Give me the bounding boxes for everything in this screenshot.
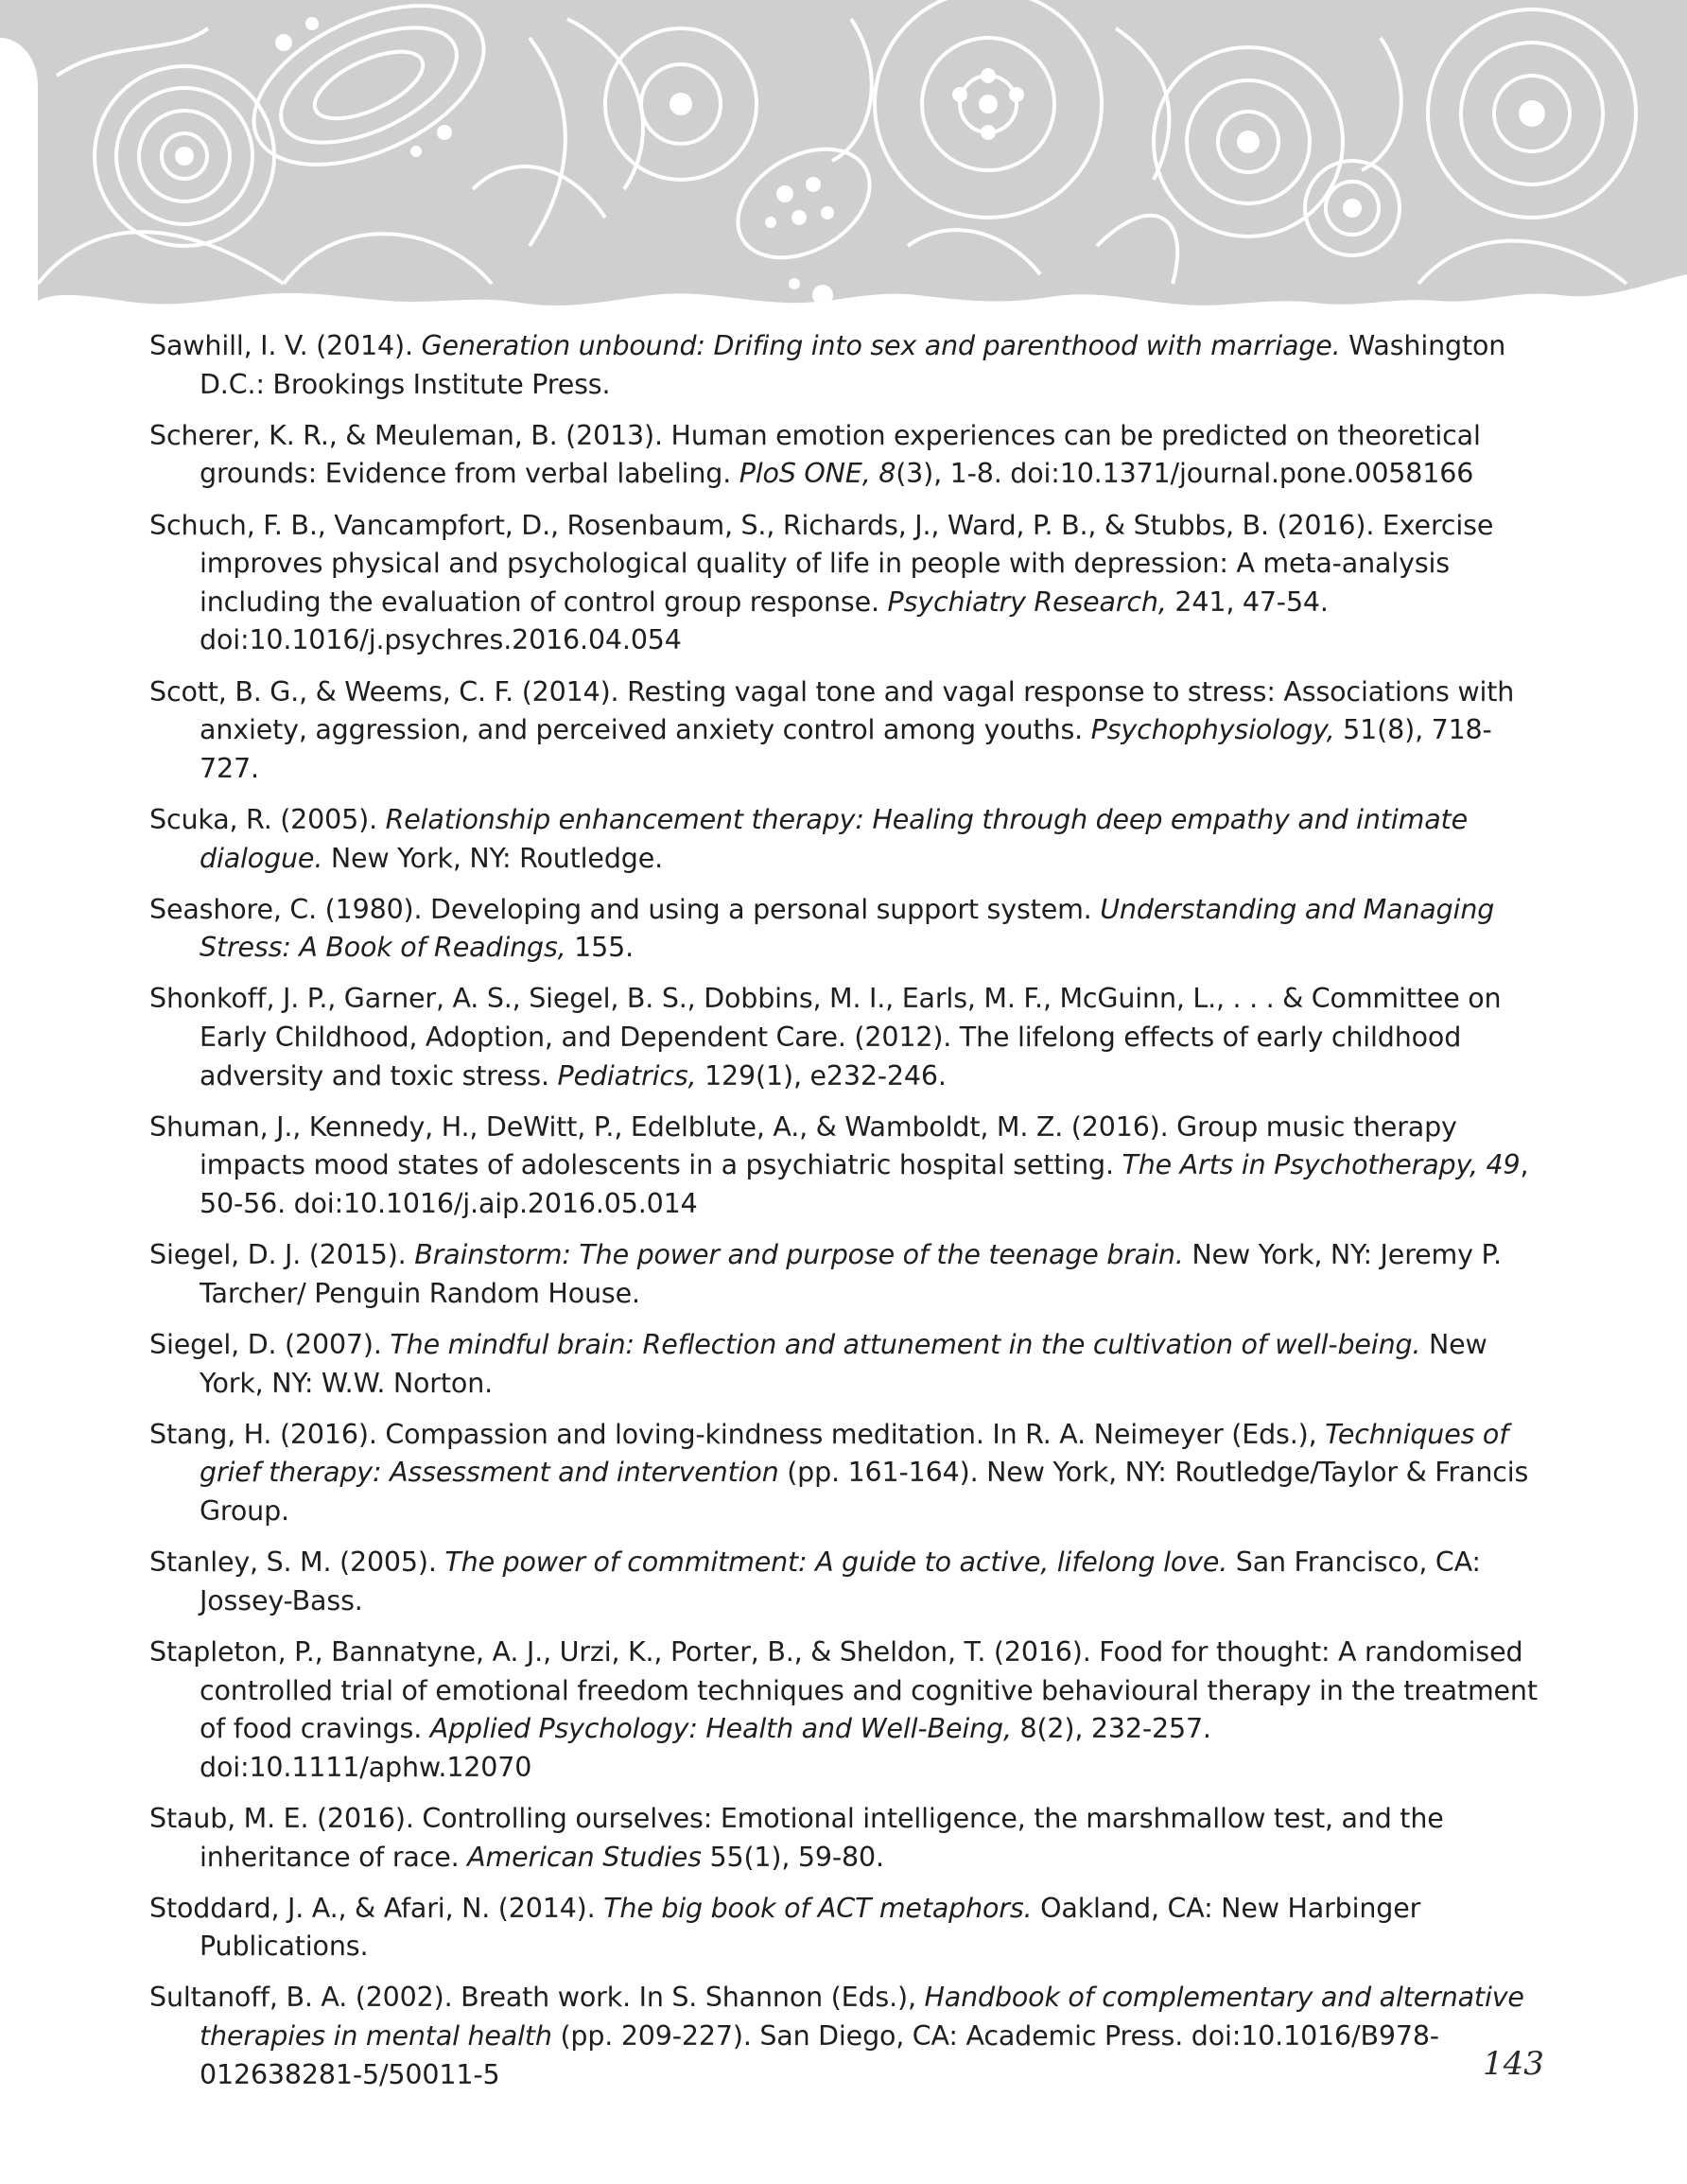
reference-text: Scott, B. G., & Weems, C. F. (2014). Resting vagal tone and vagal response to stress: Associations with anxiety, aggression, and perceived anxiety control among youths. xyxy=(149,675,1515,746)
reference-text: Siegel, D. (2007). xyxy=(149,1329,391,1360)
reference-text: Sultanoff, B. A. (2002). Breath work. In S. Shannon (Eds.), xyxy=(149,1982,925,2014)
reference-title-italic: PloS ONE, 8 xyxy=(739,458,896,490)
reference-entry xyxy=(149,673,1539,789)
reference-entry xyxy=(149,1890,1539,1966)
reference-entry xyxy=(149,1634,1539,1787)
reference-title-italic: Applied Psychology: Health and Well-Being, xyxy=(429,1713,1012,1745)
reference-text: Siegel, D. J. (2015). xyxy=(149,1239,415,1271)
reference-text: Stanley, S. M. (2005). xyxy=(149,1546,445,1579)
reference-entry xyxy=(149,327,1539,404)
reference-entry xyxy=(149,1109,1539,1224)
reference-text: Scherer, K. R., & Meuleman, B. (2013). Human emotion experiences can be predicted on theoretical grounds: Evidence from verbal labeling. xyxy=(149,419,1481,490)
page-number: 143 xyxy=(1483,2045,1544,2083)
reference-text: New York, NY: Routledge. xyxy=(322,842,663,874)
reference-title-italic: Relationship enhancement therapy: Healing through deep empathy and intimate dialogue. xyxy=(200,803,1468,874)
reference-list xyxy=(149,327,1539,2107)
reference-entry xyxy=(149,801,1539,878)
reference-title-italic: Brainstorm: The power and purpose of the teenage brain. xyxy=(414,1239,1184,1271)
reference-text: Stang, H. (2016). Compassion and loving-kindness meditation. In R. A. Neimeyer (Eds.), xyxy=(149,1418,1326,1450)
reference-title-italic: Pediatrics, xyxy=(557,1059,697,1092)
floral-header-decoration xyxy=(0,0,1687,312)
reference-title-italic: The big book of ACT metaphors. xyxy=(603,1892,1033,1924)
reference-entry xyxy=(149,507,1539,660)
reference-text: Shuman, J., Kennedy, H., DeWitt, P., Edelblute, A., & Wamboldt, M. Z. (2016). Group music therapy impacts mood states of adolescents in a psychiatric hospital setting. xyxy=(149,1110,1457,1181)
reference-entry xyxy=(149,891,1539,968)
reference-entry xyxy=(149,1236,1539,1313)
reference-title-italic: The power of commitment: A guide to active, lifelong love. xyxy=(444,1546,1228,1579)
reference-title-italic: American Studies xyxy=(467,1841,702,1873)
reference-entry xyxy=(149,417,1539,494)
reference-title-italic: Techniques of grief therapy: Assessment and intervention xyxy=(200,1418,1509,1489)
reference-entry xyxy=(149,1800,1539,1877)
reference-text: Staub, M. E. (2016). Controlling ourselves: Emotional intelligence, the marshmallow test, and the inheritance of race. xyxy=(149,1802,1444,1873)
reference-text: 8(2), 232-257. doi:10.1111/aphw.12070 xyxy=(200,1713,1211,1783)
reference-text: Shonkoff, J. P., Garner, A. S., Siegel, B. S., Dobbins, M. I., Earls, M. F., McGuinn, L., . . . & Committee on Early Childhood, Adoption, and Dependent Care. (2012). The lifelong effects of early childhood adversity and toxic stress. xyxy=(149,983,1502,1092)
reference-text: San Francisco, CA: Jossey-Bass. xyxy=(200,1546,1481,1616)
reference-text: 241, 47-54. doi:10.1016/j.psychres.2016.04.054 xyxy=(200,585,1329,656)
reference-title-italic: Handbook of complementary and alternative therapies in mental health xyxy=(200,1982,1524,2053)
reference-entry xyxy=(149,980,1539,1095)
reference-text: 51(8), 718-727. xyxy=(200,714,1492,784)
reference-text: Seashore, C. (1980). Developing and using a personal support system. xyxy=(149,893,1101,925)
reference-entry xyxy=(149,1544,1539,1620)
reference-title-italic: Understanding and Managing Stress: A Book of Readings, xyxy=(200,893,1495,964)
reference-title-italic: The Arts in Psychotherapy, 49 xyxy=(1122,1149,1521,1181)
reference-text: (pp. 209-227). San Diego, CA: Academic Press. doi:10.1016/B978-012638281-5/50011-5 xyxy=(200,2020,1439,2090)
reference-text: Oakland, CA: New Harbinger Publications. xyxy=(200,1892,1421,1963)
reference-text: (pp. 161-164). New York, NY: Routledge/Taylor & Francis Group. xyxy=(200,1457,1529,1527)
reference-text: New York, NY: Jeremy P. Tarcher/ Penguin Random House. xyxy=(200,1239,1502,1309)
reference-text: Sawhill, I. V. (2014). xyxy=(149,330,422,361)
reference-title-italic: The mindful brain: Reflection and attunement in the cultivation of well-being. xyxy=(390,1329,1421,1360)
reference-title-italic: Psychiatry Research, xyxy=(887,585,1167,618)
reference-text: New York, NY: W.W. Norton. xyxy=(200,1329,1487,1399)
reference-text: Schuch, F. B., Vancampfort, D., Rosenbaum, S., Richards, J., Ward, P. B., & Stubbs, B. (2016). Exercise improves physical and psychological quality of life in people with depression: A meta-analysis including the evaluation of control group response. xyxy=(149,509,1494,618)
reference-title-italic: Generation unbound: Drifing into sex and parenthood with marriage. xyxy=(421,330,1341,361)
reference-title-italic: Psychophysiology, xyxy=(1090,714,1335,746)
reference-entry xyxy=(149,1979,1539,2094)
reference-text: 129(1), e232-246. xyxy=(696,1059,947,1092)
reference-text: Stoddard, J. A., & Afari, N. (2014). xyxy=(149,1892,604,1924)
reference-text: 155. xyxy=(565,932,635,964)
reference-text: Stapleton, P., Bannatyne, A. J., Urzi, K., Porter, B., & Sheldon, T. (2016). Food for thought: A randomised controlled trial of emotional freedom techniques and cognitive behavioural therapy in the treatment of food cravings. xyxy=(149,1635,1538,1745)
reference-entry xyxy=(149,1416,1539,1531)
reference-entry xyxy=(149,1326,1539,1403)
reference-text: 55(1), 59-80. xyxy=(701,1841,884,1873)
reference-text: Washington D.C.: Brookings Institute Press. xyxy=(200,330,1506,400)
reference-text: Scuka, R. (2005). xyxy=(149,803,386,835)
reference-text: , 50-56. doi:10.1016/j.aip.2016.05.014 xyxy=(200,1149,1529,1220)
reference-text: (3), 1-8. doi:10.1371/journal.pone.0058166 xyxy=(896,458,1474,490)
